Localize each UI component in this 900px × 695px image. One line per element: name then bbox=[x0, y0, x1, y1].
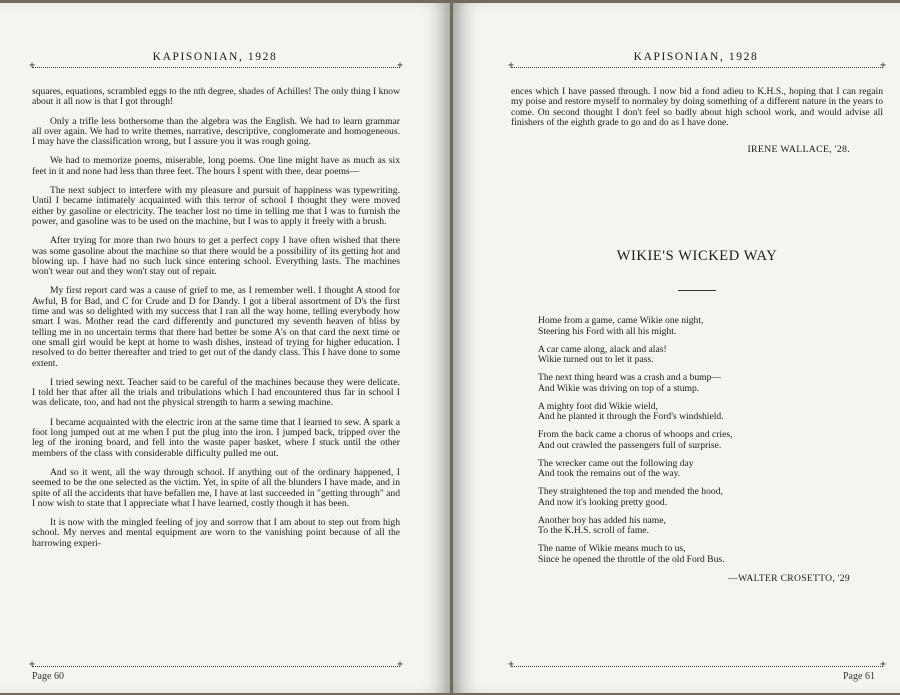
paragraph: We had to memorize poems, miserable, long poems. One line might have as much as six feet in it and none had less than three feet. The hours I spent with thee, dear poems— bbox=[32, 155, 400, 177]
poem-line: And took the remains out of the way. bbox=[538, 468, 681, 479]
stanza bbox=[538, 516, 868, 537]
stanza bbox=[538, 402, 868, 423]
running-head: KAPISONIAN, 1928 bbox=[152, 51, 278, 63]
paragraph: It is now with the mingled feeling of joy and sorrow that I am about to step out from high school. My nerves and mental equipment are worn to the vanishing point because of all the harrowing experi- bbox=[32, 517, 400, 549]
stanza bbox=[538, 345, 868, 366]
footer-rule bbox=[511, 666, 883, 667]
poem-line: A car came along, alack and alas! bbox=[538, 343, 667, 355]
stanza bbox=[538, 487, 868, 508]
paragraph: My first report card was a cause of grief to me, as I remember well. I thought A stood for Awful, B for Bad, and C for Crude and D for Dandy. I got a liberal assortment of D's the first time and was so delighted with my success that I ran all the way home, telling everybody how smart I was. Mother read the card differently and punctured my seventh heaven of bliss by telling me in no uncertain terms that there had better be some A's on that card the next time or one small girl would be kept at home to wash dishes, instead of trying for higher education. I resolved to do better thereafter and tried to get out of the dandy class. This I have done to some extent. bbox=[32, 285, 400, 369]
page-number: Page 60 bbox=[32, 671, 64, 682]
paragraph: After trying for more than two hours to get a perfect copy I have often wished that there was some gasoline about the machine so that there would be a possibility of its getting hot and blowing up. I have had no such luck since entering school. Everything lasts. The machines won't wear out and they won't stay out of repair. bbox=[32, 235, 400, 278]
poem-line: And now it's looking pretty good. bbox=[538, 496, 668, 508]
poem-line: The next thing heard was a crash and a bump— bbox=[538, 372, 722, 383]
poem-line: The name of Wikie means much to us, bbox=[538, 543, 686, 554]
title-divider bbox=[678, 290, 716, 291]
poem-line: The wrecker came out the following day bbox=[538, 457, 694, 469]
stanza bbox=[538, 373, 868, 394]
paragraph: The next subject to interfere with my pleasure and pursuit of happiness was typewriting. Until I became intimately acquainted with this terror of school I thought they were moved either by gasoline or electricity. The teacher lost no time in telling me that I was to furnish the power, and gasoline was to be used on the machine, but I was to apply it freely with a brush. bbox=[32, 185, 400, 227]
left-page bbox=[0, 3, 450, 693]
right-page bbox=[453, 3, 900, 693]
poem-line: Another boy has added his name, bbox=[538, 514, 666, 526]
running-head: KAPISONIAN, 1928 bbox=[633, 51, 759, 63]
poem bbox=[538, 316, 868, 573]
paragraph: squares, equations, scrambled eggs to the nth degree, shades of Achilles! The only thing I know about it all now is that I got through! bbox=[32, 86, 400, 108]
stanza bbox=[538, 430, 868, 451]
poem-title: WIKIE'S WICKED WAY bbox=[616, 248, 778, 264]
paragraph: I became acquainted with the electric iron at the same time that I learned to sew. A spark a foot long jumped out at me when I put the plug into the iron. I jumped back, tripped over the leg of the ironing board, and fell into the waste paper basket, where I stuck until the other members of the class with considerable difficulty pulled me out. bbox=[32, 416, 400, 459]
poem-line: Steering his Ford with all his might. bbox=[538, 325, 677, 337]
poem-line: A mighty foot did Wikie wield, bbox=[538, 400, 658, 412]
poem-author: —WALTER CROSETTO, '29 bbox=[728, 573, 850, 584]
poem-line: Wikie turned out to let it pass. bbox=[538, 354, 654, 365]
footer-rule bbox=[32, 666, 400, 667]
poem-line: And he planted it through the Ford's windshield. bbox=[538, 411, 724, 422]
paragraph: ences which I have passed through. I now bid a fond adieu to K.H.S., hoping that I can regain my poise and restore myself to normaley by doing something of a different nature in the years to come. On second thought I don't feel so badly about high school work, and would advise all finishers of the eighth grade to go and do as I have done. bbox=[511, 86, 883, 128]
poem-line: And out crawled the passengers full of surprise. bbox=[538, 439, 722, 451]
paragraph: Only a trifle less bothersome than the algebra was the English. We had to learn grammar all over again. We had to write themes, narrative, descriptive, conglomerate and homogeneous. I may have the classification wrong, but I assure you it was rough going. bbox=[32, 115, 400, 148]
poem-line: Since he opened the throttle of the old Ford Bus. bbox=[538, 553, 725, 565]
header-rule bbox=[32, 67, 400, 68]
essay-text bbox=[32, 87, 400, 558]
poem-line: Home from a game, came Wikie one night, bbox=[538, 315, 704, 326]
poem-line: And Wikie was driving on top of a stump. bbox=[538, 382, 700, 394]
stanza bbox=[538, 544, 868, 565]
poem-line: They straightened the top and mended the hood, bbox=[538, 486, 723, 497]
poem-line: From the back came a chorus of whoops and cries, bbox=[538, 429, 733, 440]
stanza bbox=[538, 316, 868, 337]
stanza bbox=[538, 459, 868, 480]
header-rule bbox=[511, 67, 883, 68]
paragraph: I tried sewing next. Teacher said to be careful of the machines because they were delicate. I told her that after all the trials and tribulations which I had encountered thus far in school I was delicate, too, and had not the physical strength to harm a sewing machine. bbox=[32, 376, 400, 409]
poem-line: To the K.H.S. scroll of fame. bbox=[538, 525, 649, 536]
page-number: Page 61 bbox=[843, 671, 875, 682]
essay-signature: IRENE WALLACE, '28. bbox=[747, 144, 850, 155]
essay-continuation bbox=[511, 87, 883, 137]
paragraph: And so it went, all the way through school. If anything out of the ordinary happened, I seemed to be the one selected as the victim. Yet, in spite of all the blunders I have made, and in spite of all the accidents that have befallen me, I have at last succeeded in "getting through" and I now wish to state that I appreciate what I have learned, costly though it has been. bbox=[32, 466, 400, 509]
